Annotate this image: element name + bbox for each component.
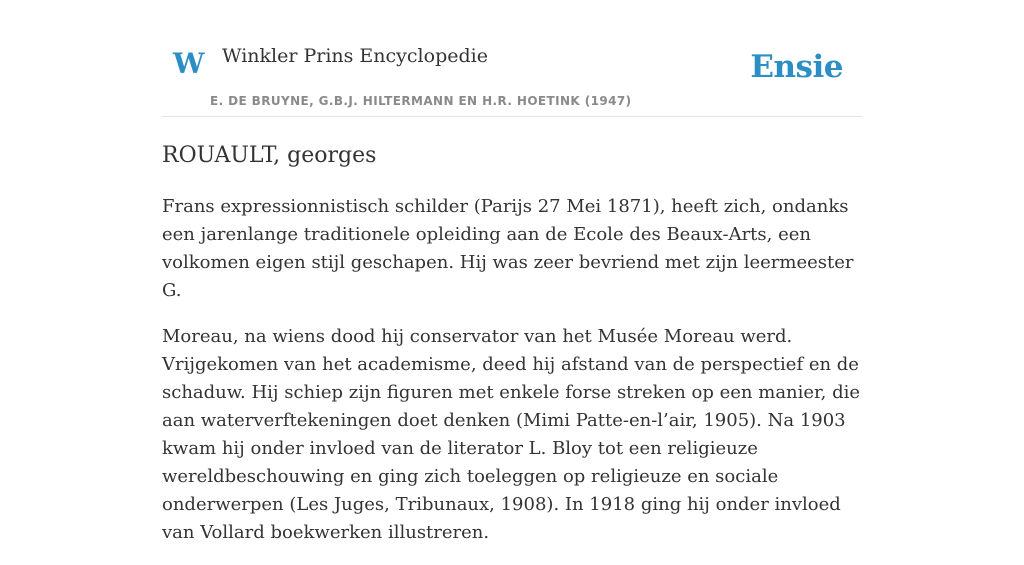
header [162, 0, 862, 117]
book-title[interactable]: Winkler Prins Encyclopedie [222, 45, 488, 67]
entry-paragraph: Frans expressionnistisch schilder (Parijs 27 Mei 1871), heeft zich, ondanks een jarenlange traditionele opleiding aan de Ecole des Beaux-Arts, een volkomen eigen stijl geschapen. Hij was zeer bevriend met zijn leermeester G. [162, 196, 854, 302]
entry-body [162, 193, 862, 547]
winkler-prins-logo[interactable]: W [173, 47, 205, 80]
book-authors: E. DE BRUYNE, G.B.J. HILTERMANN EN H.R. HOETINK (1947) [210, 94, 632, 108]
ensie-logo[interactable]: Ensie [750, 49, 843, 85]
entry-paragraph: Moreau, na wiens dood hij conservator van het Musée Moreau werd. Vrijgekomen van het academisme, deed hij afstand van de perspectief en de schaduw. Hij schiep zijn figuren met enkele forse streken op een manier, die aan waterverftekeningen doet denken (Mimi Patte-en-l’air, 1905). Na 1903 kwam hij onder invloed van de literator L. Bloy tot een religieuze wereldbeschouwing en ging zich toeleggen op religieuze en sociale onderwerpen (Les Juges, Tribunaux, 1908). In 1918 ging hij onder invloed van Vollard boekwerken illustreren. [162, 326, 861, 544]
entry-title: ROUAULT, georges [162, 143, 377, 168]
page [162, 0, 862, 565]
